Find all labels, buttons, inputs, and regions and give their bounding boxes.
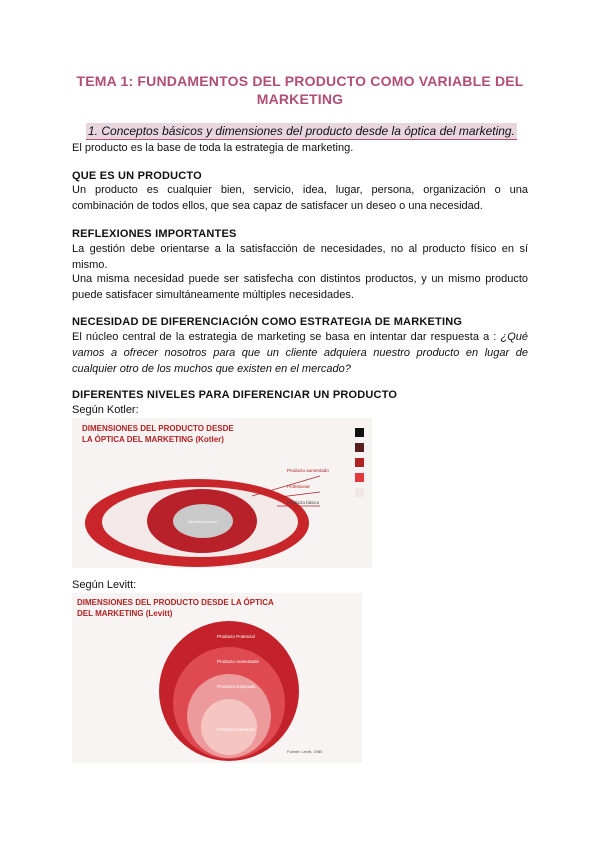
levitt-title-line2: DEL MARKETING (Levitt) — [77, 609, 173, 618]
kotler-label-profesional: Profesional — [287, 484, 310, 489]
kotler-label-basico: Producto básico — [287, 500, 320, 505]
levitt-label-aumentado: Producto Aumentado — [217, 659, 260, 664]
diferenciacion-question: ¿Qué vamos a ofrecer nosotros para que un cliente adquiera nuestro producto en lugar de cualquier otro de los muchos que existen en el mercado? — [72, 331, 529, 375]
levitt-label: Según Levitt: — [72, 579, 137, 591]
levitt-label-potencial: Producto Potencial — [217, 634, 255, 639]
heading-que-es: QUE ES UN PRODUCTO — [72, 170, 202, 182]
levitt-label-generico: Producto Genérico — [217, 727, 255, 732]
legend-swatch — [355, 473, 364, 482]
kotler-legend — [355, 428, 364, 503]
kotler-title-line2: LA ÓPTICA DEL MARKETING (Kotler) — [82, 435, 224, 444]
intro-paragraph: El producto es la base de toda la estrategia de marketing. — [72, 142, 354, 154]
kotler-label: Según Kotler: — [72, 404, 139, 416]
section-heading — [86, 123, 517, 140]
levitt-diagram — [72, 593, 362, 763]
diferenciacion-text: El núcleo central de la estrategia de marketing se basa en intentar dar respuesta a : — [72, 331, 497, 343]
levitt-credit: Fuente: Levitt, 1980 — [287, 749, 323, 754]
reflexiones-line2: Una misma necesidad puede ser satisfecha con distintos productos, y un mismo producto puede satisfacer simultáneamente múltiples necesidades. — [72, 273, 528, 301]
kotler-diagram — [72, 418, 372, 568]
legend-swatch — [355, 428, 364, 437]
page-title: TEMA 1: FUNDAMENTOS DEL PRODUCTO COMO VARIABLE DEL MARKETING — [76, 73, 524, 107]
heading-diferenciacion: NECESIDAD DE DIFERENCIACIÓN COMO ESTRATEGIA DE MARKETING — [72, 316, 463, 328]
kotler-core-label: Beneficio básico — [188, 519, 218, 524]
diferenciacion-paragraph — [72, 329, 528, 377]
levitt-title-line1: DIMENSIONES DEL PRODUCTO DESDE LA ÓPTICA — [77, 598, 274, 607]
legend-swatch — [355, 488, 364, 497]
section-title: Conceptos básicos y dimensiones del producto desde la óptica del marketing. — [101, 124, 515, 138]
levitt-label-esperado: Producto Esperado — [217, 684, 256, 689]
que-es-paragraph: Un producto es cualquier bien, servicio, idea, lugar, persona, organización o una combinación de todos ellos, que sea capaz de satisfacer un deseo o una necesidad. — [72, 184, 528, 212]
section-number: 1. — [88, 124, 99, 138]
heading-niveles: DIFERENTES NIVELES PARA DIFERENCIAR UN PRODUCTO — [72, 389, 398, 401]
legend-swatch — [355, 443, 364, 452]
reflexiones-line1: La gestión debe orientarse a la satisfacción de necesidades, no al producto físico en sí mismo. — [72, 243, 528, 271]
kotler-title-line1: DIMENSIONES DEL PRODUCTO DESDE — [82, 424, 234, 433]
kotler-label-aumentado: Producto aumentado — [287, 468, 329, 473]
heading-reflexiones: REFLEXIONES IMPORTANTES — [72, 228, 237, 240]
legend-swatch — [355, 458, 364, 467]
